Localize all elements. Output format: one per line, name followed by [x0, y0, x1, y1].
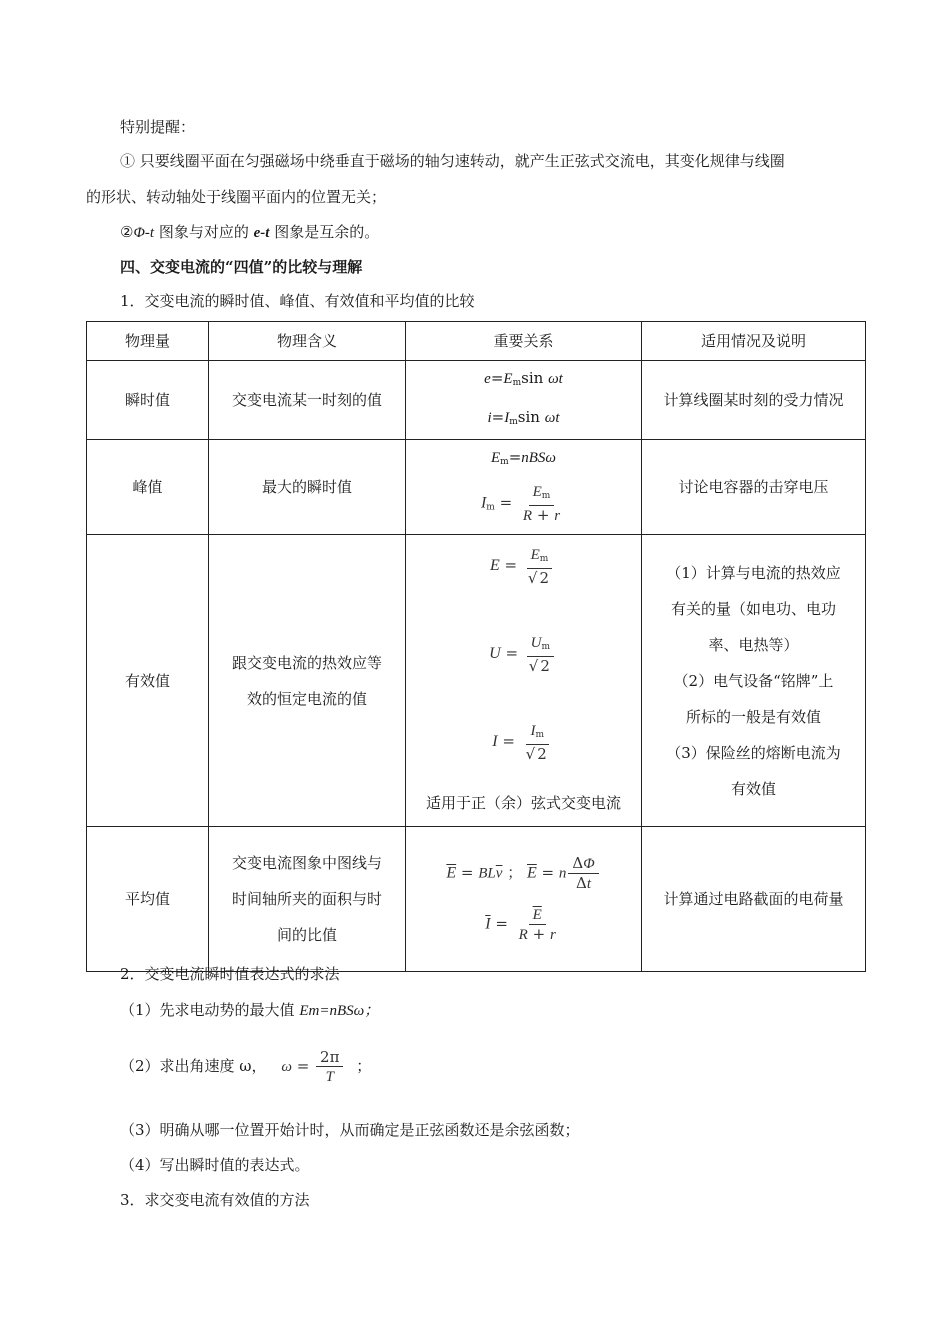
effective-meaning-line1: 跟交变电流的热效应等	[231, 653, 382, 672]
cell-average-meaning	[209, 827, 406, 972]
table-row-peak	[87, 440, 866, 535]
formula-em: $E_m=nBS\omega$	[490, 448, 557, 467]
header-relation: 重要关系	[406, 322, 642, 361]
formula-i-average: $\overline{I}$ = $\frac{\overline{E}}{R + r}$	[485, 907, 556, 943]
circled-two: ②	[120, 223, 134, 241]
effective-usage-7: 有效值	[730, 779, 776, 798]
step2-suffix: ；	[356, 1057, 372, 1075]
cell-peak-usage: 讨论电容器的击穿电压	[642, 440, 866, 535]
formula-e-average: $\overline{E} = BL\overline{v}$ ； $\overline{E} = n$ $\frac{\Delta\Phi}{\Delta t}$	[412, 848, 635, 899]
step3: （3）明确从哪一位置开始计时，从而确定是正弦函数还是余弦函数；	[120, 1121, 580, 1139]
formula-u-rms: U = $\frac{U_m}{√ 2}$	[412, 593, 635, 681]
reminder-item1-line1: ① 只要线圈平面在匀强磁场中绕垂直于磁场的轴匀速转动，就产生正弦式交流电，其变化规律与线圈	[120, 152, 785, 170]
formula-omega: ω = $\frac{2\pi}{T}$	[281, 1048, 345, 1086]
average-meaning-line2: 时间轴所夹的面积与时	[231, 890, 382, 908]
reminder-item1-line2: 的形状、转动轴处于线圈平面内的位置无关；	[86, 188, 387, 206]
effective-usage-2: 有关的量（如电功、电功	[670, 599, 836, 618]
table-header-row	[87, 322, 866, 361]
effective-meaning-line2: 效的恒定电流的值	[246, 689, 367, 708]
cell-peak-meaning: 最大的瞬时值	[209, 440, 406, 535]
section4-2-title: 2．交变电流瞬时值表达式的求法	[120, 965, 340, 983]
section4-heading: 四、交变电流的“四值”的比较与理解	[120, 258, 363, 276]
step2	[120, 1036, 371, 1096]
cell-instant-relation	[406, 361, 642, 440]
step1-formula: Em=nBSω；	[299, 1003, 380, 1019]
average-meaning-line1: 交变电流图象中图线与	[231, 854, 382, 872]
cell-average-usage: 计算通过电路截面的电荷量	[642, 827, 866, 972]
section4-sub1: 1．交变电流的瞬时值、峰值、有效值和平均值的比较	[120, 292, 475, 310]
table-row-instant	[87, 361, 866, 440]
cell-peak-name: 峰值	[87, 440, 209, 535]
reminder-title: 特别提醒：	[120, 118, 196, 136]
formula-e-instant: $e=E_m\sin$ ωt	[484, 369, 563, 388]
step4: （4）写出瞬时值的表达式。	[120, 1156, 310, 1174]
cell-average-name: 平均值	[87, 827, 209, 972]
table-row-effective	[87, 535, 866, 827]
cell-effective-usage	[642, 535, 866, 827]
cell-effective-name: 有效值	[87, 535, 209, 827]
effective-usage-1: （1）计算与电流的热效应	[666, 563, 841, 582]
phi-symbol: Φ	[133, 225, 145, 241]
cell-peak-relation	[406, 440, 642, 535]
effective-usage-5: 所标的一般是有效值	[685, 707, 821, 726]
item2-suffix: 图象是互余的。	[269, 223, 380, 241]
step1	[120, 1000, 379, 1021]
formula-e-rms: E = $\frac{E_m}{√ 2}$	[412, 541, 635, 593]
e-t-symbol: e-t	[253, 225, 270, 241]
reminder-item2	[120, 222, 379, 243]
step1-prefix: （1）先求电动势的最大值	[120, 1001, 300, 1019]
cell-instant-name: 瞬时值	[87, 361, 209, 440]
cell-instant-meaning: 交变电流某一时刻的值	[209, 361, 406, 440]
formula-i-instant: $i=I_m\sin$ ωt	[487, 408, 560, 427]
section4-3-title: 3．求交变电流有效值的方法	[120, 1191, 310, 1209]
header-quantity: 物理量	[87, 322, 209, 361]
effective-usage-3: 率、电热等）	[708, 635, 799, 654]
average-meaning-line3: 间的比值	[276, 926, 337, 944]
cell-instant-usage: 计算线圈某时刻的受力情况	[642, 361, 866, 440]
cell-effective-relation	[406, 535, 642, 827]
cell-average-relation	[406, 827, 642, 972]
formula-im: $I_m$ = $\frac{E_m}{R + r}$	[480, 484, 561, 524]
step2-prefix: （2）求出角速度 ω，	[120, 1057, 267, 1075]
comparison-table	[86, 321, 866, 972]
effective-usage-4: （2）电气设备“铭牌”上	[673, 671, 834, 690]
cell-effective-meaning	[209, 535, 406, 827]
table-row-average	[87, 827, 866, 972]
formula-i-rms: I = $\frac{I_m}{√ 2}$	[492, 722, 547, 763]
effective-relation-note: 适用于正（余）弦式交变电流	[425, 793, 621, 812]
t-symbol: -t	[144, 225, 155, 241]
header-meaning: 物理含义	[209, 322, 406, 361]
item2-mid: 图象与对应的	[154, 223, 254, 241]
header-usage: 适用情况及说明	[642, 322, 866, 361]
effective-usage-6: （3）保险丝的熔断电流为	[666, 743, 841, 762]
